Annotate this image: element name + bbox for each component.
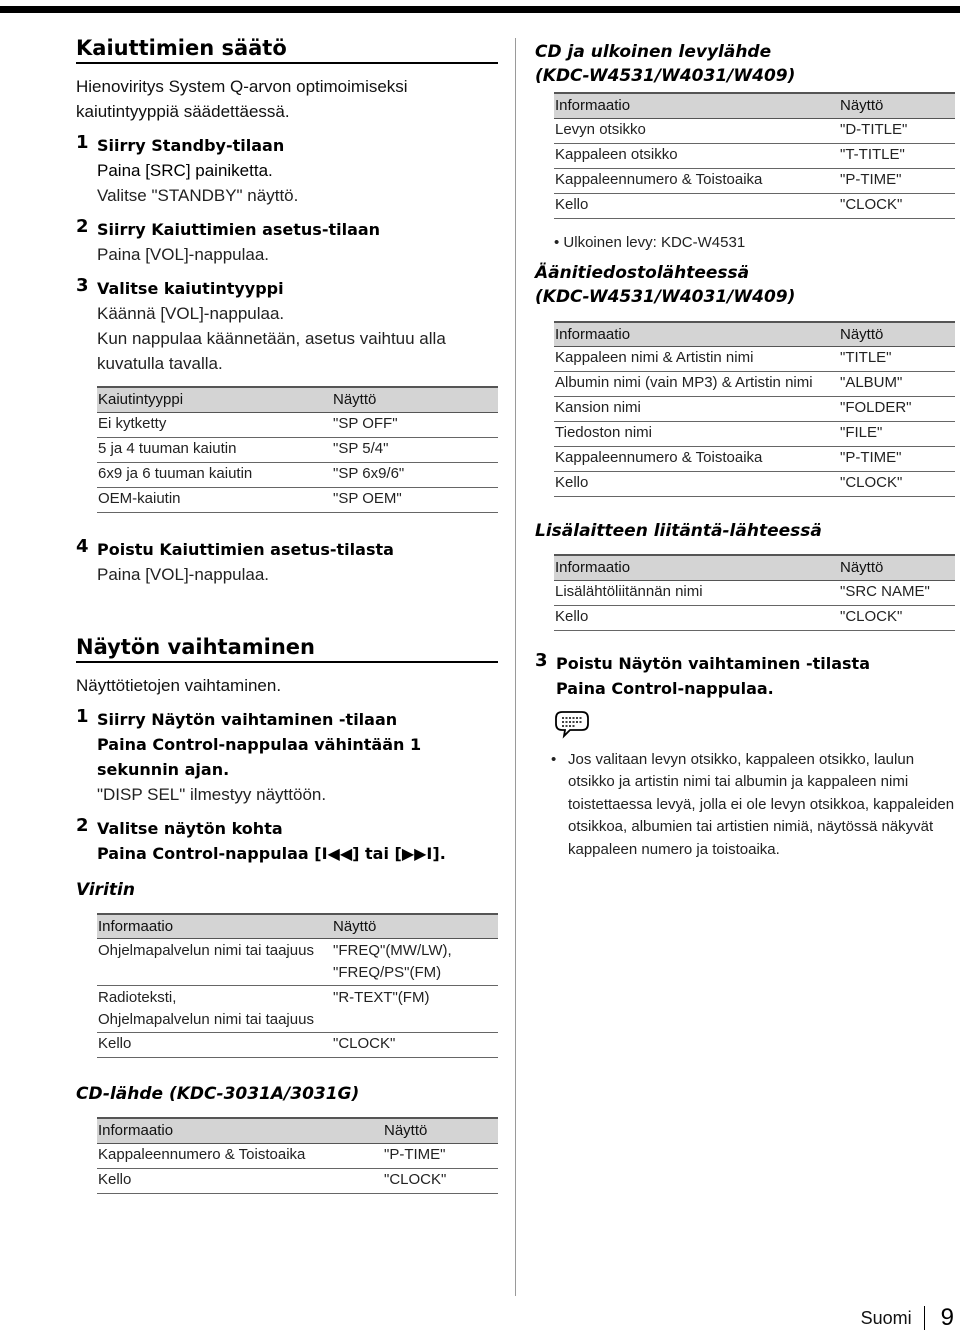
external-disc-bullet: • Ulkoinen levy: KDC-W4531: [554, 233, 746, 251]
table-cell: Albumin nimi (vain MP3) & Artistin nimi: [554, 372, 839, 397]
table-cell: "SP OFF": [332, 412, 498, 437]
step-heading: Poistu Näytön vaihtaminen -tilasta: [556, 653, 870, 673]
table-header-cell: Informaatio: [97, 1118, 383, 1143]
section-intro: Hienoviritys System Q-arvon optimoimiseksi kaiutintyyppiä säädettäessä.: [76, 77, 408, 121]
step-heading: Poistu Kaiuttimien asetus-tilasta: [97, 539, 394, 559]
table-row: [97, 412, 498, 437]
step-action: Käännä [VOL]-nappulaa.: [97, 304, 285, 323]
subsection-title-external-disc: CD ja ulkoinen levylähde: [535, 42, 772, 62]
table-cell: Kappaleennumero & Toistoaika: [97, 1143, 383, 1168]
table-row: [554, 472, 955, 497]
step-number: 3: [76, 275, 89, 296]
cd-info-table: [97, 1117, 498, 1194]
column-divider: [515, 38, 516, 1296]
right-column: [535, 40, 955, 861]
section-intro: Näyttötietojen vaihtaminen.: [76, 675, 282, 695]
table-header-cell: Informaatio: [554, 322, 839, 347]
table-cell: Kappaleen otsikko: [554, 143, 839, 168]
section-title-display-switch: Näytön vaihtaminen: [76, 635, 498, 663]
table-row: [554, 168, 955, 193]
table-row: [97, 487, 498, 512]
table-row: [97, 939, 498, 986]
table-cell: Lisälähtöliitännän nimi: [554, 580, 839, 605]
subsection-title-audio-file-models: (KDC-W4531/W4031/W409): [535, 286, 796, 307]
note-list: [535, 749, 955, 862]
table-cell: Ohjelmapalvelun nimi tai taajuus: [97, 939, 332, 986]
table-cell: Kello: [554, 472, 839, 497]
tuner-info-table: [97, 913, 498, 1059]
table-cell: "SP OEM": [332, 487, 498, 512]
table-header-cell: Näyttö: [839, 555, 955, 580]
table-cell: Tiedoston nimi: [554, 422, 839, 447]
table-row: [97, 437, 498, 462]
table-cell: "SRC NAME": [839, 580, 955, 605]
step-number: 1: [76, 132, 89, 153]
table-header-cell: Näyttö: [839, 93, 955, 118]
audio-file-table: [554, 321, 955, 498]
step-action: Paina Control-nappulaa [I◀◀] tai [▶▶I].: [97, 843, 446, 863]
table-header-cell: Näyttö: [839, 322, 955, 347]
table-cell: Kello: [97, 1033, 332, 1058]
table-row: [554, 397, 955, 422]
step-4: [76, 537, 498, 587]
table-row: [554, 143, 955, 168]
step-number: 3: [535, 649, 548, 671]
step-number: 2: [76, 814, 89, 836]
step-3: [76, 276, 498, 376]
table-cell: Levyn otsikko: [554, 118, 839, 143]
table-header-row: [554, 555, 955, 580]
table-header-cell: Informaatio: [97, 914, 332, 939]
table-row: [554, 118, 955, 143]
step-note: "DISP SEL" ilmestyy näyttöön.: [97, 784, 327, 804]
step-1: [76, 707, 498, 807]
page-footer: [861, 1304, 954, 1332]
step-heading: Siirry Kaiuttimien asetus-tilaan: [97, 220, 381, 239]
table-cell: Kello: [97, 1168, 383, 1193]
table-cell: Kappaleennumero & Toistoaika: [554, 447, 839, 472]
step-action: Paina Control-nappulaa.: [556, 678, 774, 698]
table-header-row: [554, 93, 955, 118]
table-cell: "R-TEXT"(FM): [332, 986, 498, 1033]
table-cell: "CLOCK": [383, 1168, 498, 1193]
footer-language: Suomi: [860, 1307, 912, 1328]
table-row: [97, 1033, 498, 1058]
step-action: Paina [SRC] painiketta.: [97, 161, 273, 180]
note-speech-bubble-icon: [554, 709, 590, 739]
table-header-cell: Kaiutintyyppi: [97, 387, 332, 412]
table-header-cell: Näyttö: [332, 914, 498, 939]
table-header-cell: Informaatio: [554, 555, 839, 580]
subsection-title-audio-file: Äänitiedostolähteessä: [535, 262, 750, 283]
table-row: [554, 193, 955, 218]
table-cell: 5 ja 4 tuuman kaiutin: [97, 437, 332, 462]
table-cell: 6x9 ja 6 tuuman kaiutin: [97, 462, 332, 487]
table-cell: "T-TITLE": [839, 143, 955, 168]
table-cell: Kello: [554, 193, 839, 218]
table-header-cell: Informaatio: [554, 93, 839, 118]
header-bar: [0, 6, 960, 13]
table-cell: "ALBUM": [839, 372, 955, 397]
table-row: [554, 347, 955, 372]
table-row: [554, 422, 955, 447]
subsection-title-external-disc-models: (KDC-W4531/W4031/W409): [535, 66, 796, 86]
table-row: [97, 1168, 498, 1193]
table-cell: "P-TIME": [839, 447, 955, 472]
table-cell: "TITLE": [839, 347, 955, 372]
step-1: [76, 133, 498, 208]
note-item: • Jos valitaan levyn otsikko, kappaleen otsikko, laulun otsikko ja artistin nimi tai albumin ja kappaleen nimi toistettaessa levyä, jolla ei ole levyn otsikkoa, kappaleiden otsikkoa, albumien tai artistien nimiä, näytössä näkyvät kappaleen numero ja toistoaika.: [568, 749, 955, 862]
speaker-type-table: [97, 386, 498, 513]
subsection-title-cd: CD-lähde (KDC-3031A/3031G): [76, 1084, 360, 1104]
table-cell: "FREQ"(MW/LW), "FREQ/PS"(FM): [332, 939, 498, 986]
step-heading: Valitse kaiutintyyppi: [97, 279, 284, 298]
subsection-title-tuner: Viritin: [76, 879, 135, 900]
step-number: 1: [76, 705, 89, 727]
table-row: [97, 1143, 498, 1168]
step-heading: Valitse näytön kohta: [97, 818, 283, 838]
table-row: [554, 605, 955, 630]
table-cell: "CLOCK": [839, 193, 955, 218]
table-row: [554, 580, 955, 605]
table-cell: "CLOCK": [332, 1033, 498, 1058]
table-cell: "SP 5/4": [332, 437, 498, 462]
table-header-row: [97, 1118, 498, 1143]
subsection-title-aux: Lisälaitteen liitäntä-lähteessä: [535, 521, 822, 541]
table-header-row: [554, 322, 955, 347]
table-cell: "P-TIME": [383, 1143, 498, 1168]
table-cell: Kansion nimi: [554, 397, 839, 422]
step-note: Valitse "STANDBY" näyttö.: [97, 186, 299, 205]
table-cell: Kappaleennumero & Toistoaika: [554, 168, 839, 193]
table-row: [554, 372, 955, 397]
step-heading: Siirry Näytön vaihtaminen -tilaan: [97, 709, 398, 729]
table-cell: OEM-kaiutin: [97, 487, 332, 512]
external-disc-table: [554, 92, 955, 219]
table-cell: Radioteksti, Ohjelmapalvelun nimi tai taajuus: [97, 986, 332, 1033]
table-cell: Ei kytketty: [97, 412, 332, 437]
table-cell: Kappaleen nimi & Artistin nimi: [554, 347, 839, 372]
step-3-exit: [535, 651, 955, 701]
page-number: 9: [940, 1304, 954, 1331]
table-row: [97, 462, 498, 487]
step-action: Paina [VOL]-nappulaa.: [97, 245, 270, 264]
table-header-row: [97, 387, 498, 412]
table-header-row: [97, 914, 498, 939]
table-cell: "D-TITLE": [839, 118, 955, 143]
step-action: Paina Control-nappulaa vähintään 1 sekunnin ajan.: [97, 734, 422, 779]
table-cell: "CLOCK": [839, 472, 955, 497]
table-header-cell: Näyttö: [332, 387, 498, 412]
section-title-speaker-setting: Kaiuttimien säätö: [76, 36, 498, 64]
table-cell: "CLOCK": [839, 605, 955, 630]
step-2: [76, 816, 498, 866]
aux-table: [554, 554, 955, 631]
step-action: Paina [VOL]-nappulaa.: [97, 564, 270, 584]
table-cell: Kello: [554, 605, 839, 630]
step-heading: Siirry Standby-tilaan: [97, 136, 285, 155]
table-row: [554, 447, 955, 472]
table-row: [97, 986, 498, 1033]
step-number: 4: [76, 535, 89, 557]
step-2: [76, 217, 498, 267]
table-header-cell: Näyttö: [383, 1118, 498, 1143]
table-cell: "FILE": [839, 422, 955, 447]
table-cell: "SP 6x9/6": [332, 462, 498, 487]
step-note: Kun nappulaa käännetään, asetus vaihtuu alla kuvatulla tavalla.: [97, 329, 446, 373]
table-cell: "FOLDER": [839, 397, 955, 422]
table-cell: "P-TIME": [839, 168, 955, 193]
step-number: 2: [76, 216, 89, 237]
left-column: [76, 36, 498, 1194]
